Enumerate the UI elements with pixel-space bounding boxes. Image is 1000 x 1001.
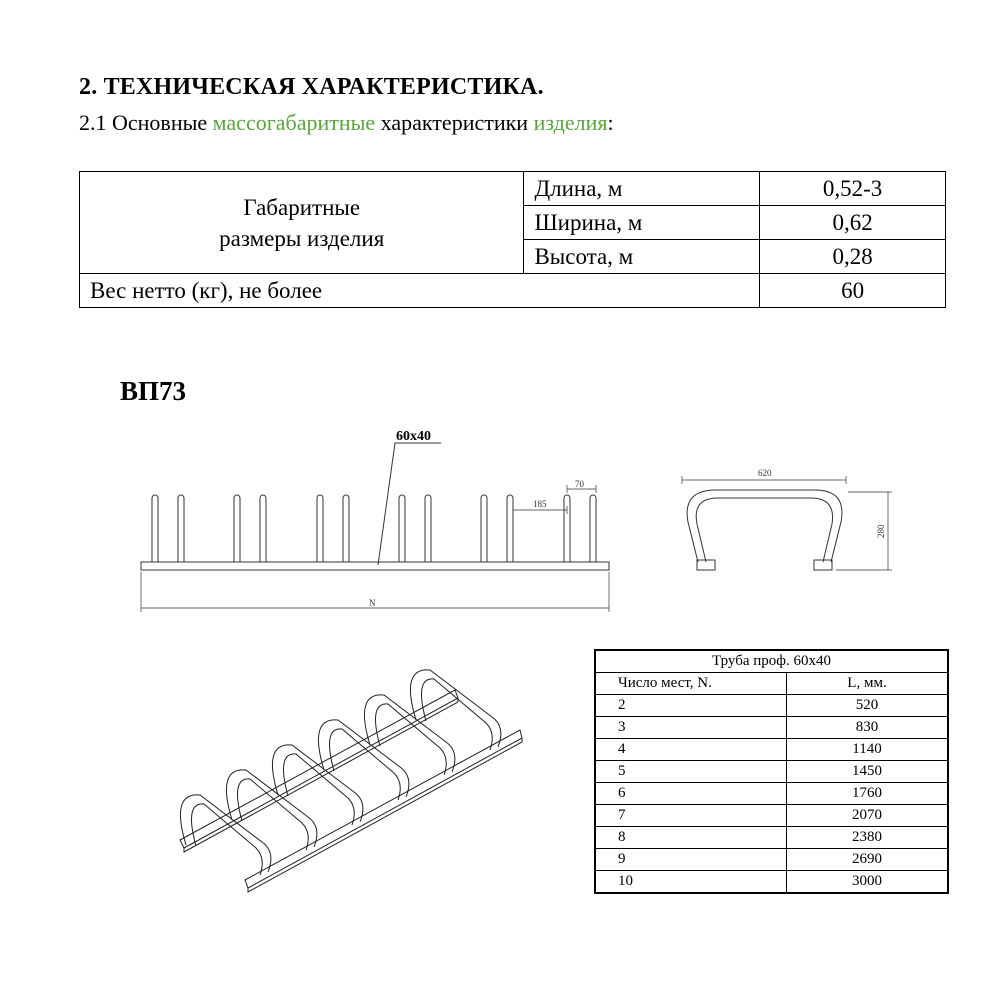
length-table-cell-n: 7 — [595, 805, 787, 827]
table-row — [595, 827, 948, 849]
length-table-cell-l: 1760 — [787, 783, 949, 805]
length-table-cell-n: 9 — [595, 849, 787, 871]
table-row — [595, 805, 948, 827]
table-row — [595, 739, 948, 761]
dimension-n-label: N — [369, 598, 376, 608]
length-table-header-l: L, мм. — [787, 673, 949, 695]
length-table-title: Труба проф. 60х40 — [595, 650, 948, 673]
spec-value-length: 0,52-3 — [760, 172, 946, 206]
table-row — [595, 849, 948, 871]
table-row — [595, 695, 948, 717]
subheading-part-1: 2.1 Основные — [79, 110, 213, 135]
profile-label: 60х40 — [396, 429, 431, 444]
length-table-cell-n: 10 — [595, 871, 787, 894]
table-row — [595, 761, 948, 783]
length-table-cell-l: 2070 — [787, 805, 949, 827]
spec-value-width: 0,62 — [760, 206, 946, 240]
length-table-cell-n: 3 — [595, 717, 787, 739]
table-row — [595, 783, 948, 805]
length-table-cell-n: 4 — [595, 739, 787, 761]
length-table-cell-n: 2 — [595, 695, 787, 717]
length-table-body — [595, 695, 948, 894]
length-table-header-n: Число мест, N. — [595, 673, 787, 695]
spec-label-width: Ширина, м — [524, 206, 760, 240]
length-table-cell-n: 6 — [595, 783, 787, 805]
subheading-term-product: изделия — [533, 110, 608, 135]
length-table — [594, 649, 949, 894]
length-table-cell-l: 2380 — [787, 827, 949, 849]
isometric-view — [180, 670, 522, 892]
dimension-280-label: 280 — [876, 524, 886, 538]
side-view — [687, 490, 842, 570]
table-row — [595, 717, 948, 739]
dimension-70-label: 70 — [575, 479, 584, 489]
spec-label-weight: Вес нетто (кг), не более — [80, 274, 760, 308]
profile-leader-line — [378, 443, 441, 565]
length-table-title-row — [595, 650, 948, 673]
subheading-part-5: : — [607, 110, 614, 135]
length-table-cell-l: 2690 — [787, 849, 949, 871]
length-table-cell-l: 1140 — [787, 739, 949, 761]
spec-label-height: Высота, м — [524, 240, 760, 274]
front-view-base-beam — [141, 562, 609, 570]
spec-value-weight: 60 — [760, 274, 946, 308]
subheading-term-mass-dimensional: массогабаритные — [212, 110, 376, 135]
dimension-185-label: 185 — [533, 499, 547, 509]
length-table-cell-n: 5 — [595, 761, 787, 783]
section-heading: 2. ТЕХНИЧЕСКАЯ ХАРАКТЕРИСТИКА. — [79, 74, 544, 100]
length-table-cell-l: 520 — [787, 695, 949, 717]
length-table-header-row — [595, 673, 948, 695]
dimension-620-label: 620 — [758, 468, 772, 478]
spec-label-length: Длина, м — [524, 172, 760, 206]
front-view-posts — [152, 495, 596, 562]
table-row — [595, 871, 948, 894]
length-table-cell-l: 3000 — [787, 871, 949, 894]
length-table-cell-l: 1450 — [787, 761, 949, 783]
length-table-cell-l: 830 — [787, 717, 949, 739]
length-table-cell-n: 8 — [595, 827, 787, 849]
subheading-part-3: характеристики — [375, 110, 534, 135]
spec-group-label-line-1: Габаритные — [243, 194, 361, 220]
model-name: ВП73 — [120, 376, 187, 406]
spec-group-label-line-2: размеры изделия — [219, 225, 385, 251]
spec-value-height: 0,28 — [760, 240, 946, 274]
